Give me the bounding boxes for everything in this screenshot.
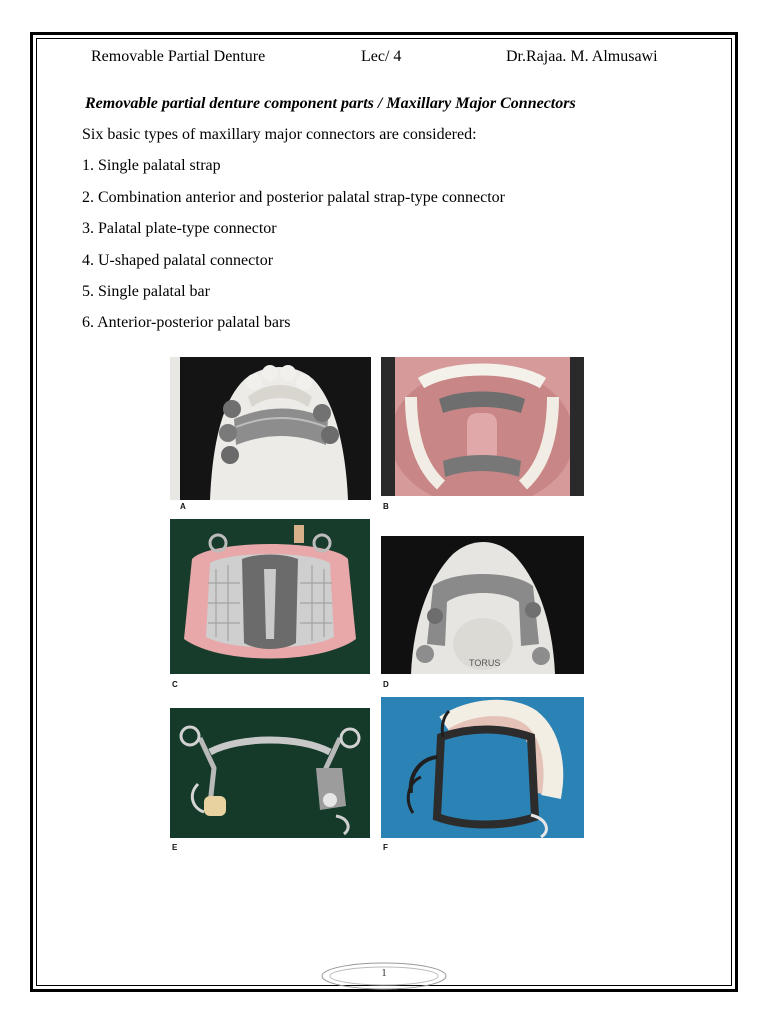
panel-label-e: E [172,843,178,852]
intro-text: Six basic types of maxillary major connectors are considered: [82,126,477,143]
panel-label-c: C [172,680,178,689]
panel-label-d: D [383,680,389,689]
list-item: 6. Anterior-posterior palatal bars [82,314,291,331]
list-item: 4. U-shaped palatal connector [82,252,274,269]
header-lecture: Lec/ 4 [361,48,402,65]
header-course: Removable Partial Denture [91,48,266,65]
header-author: Dr.Rajaa. M. Almusawi [506,48,658,65]
list-item: 2. Combination anterior and posterior palatal strap-type connector [82,189,505,206]
panel-label-b: B [383,502,389,511]
list-item: 1. Single palatal strap [82,157,221,174]
section-title: Removable partial denture component parts / Maxillary Major Connectors [85,95,576,112]
list-item: 3. Palatal plate-type connector [82,220,277,237]
photo-panel-e [170,708,370,838]
photo-panel-a [170,357,371,500]
panel-label-a: A [180,502,186,511]
page-number: 1 [381,967,387,979]
list-item: 5. Single palatal bar [82,283,210,300]
photo-panel-b [381,357,584,496]
photo-panel-d [381,536,584,674]
cast-torus-text: TORUS [469,658,501,668]
photo-panel-c [170,519,370,674]
photo-panel-f [381,697,584,838]
panel-label-f: F [383,843,388,852]
